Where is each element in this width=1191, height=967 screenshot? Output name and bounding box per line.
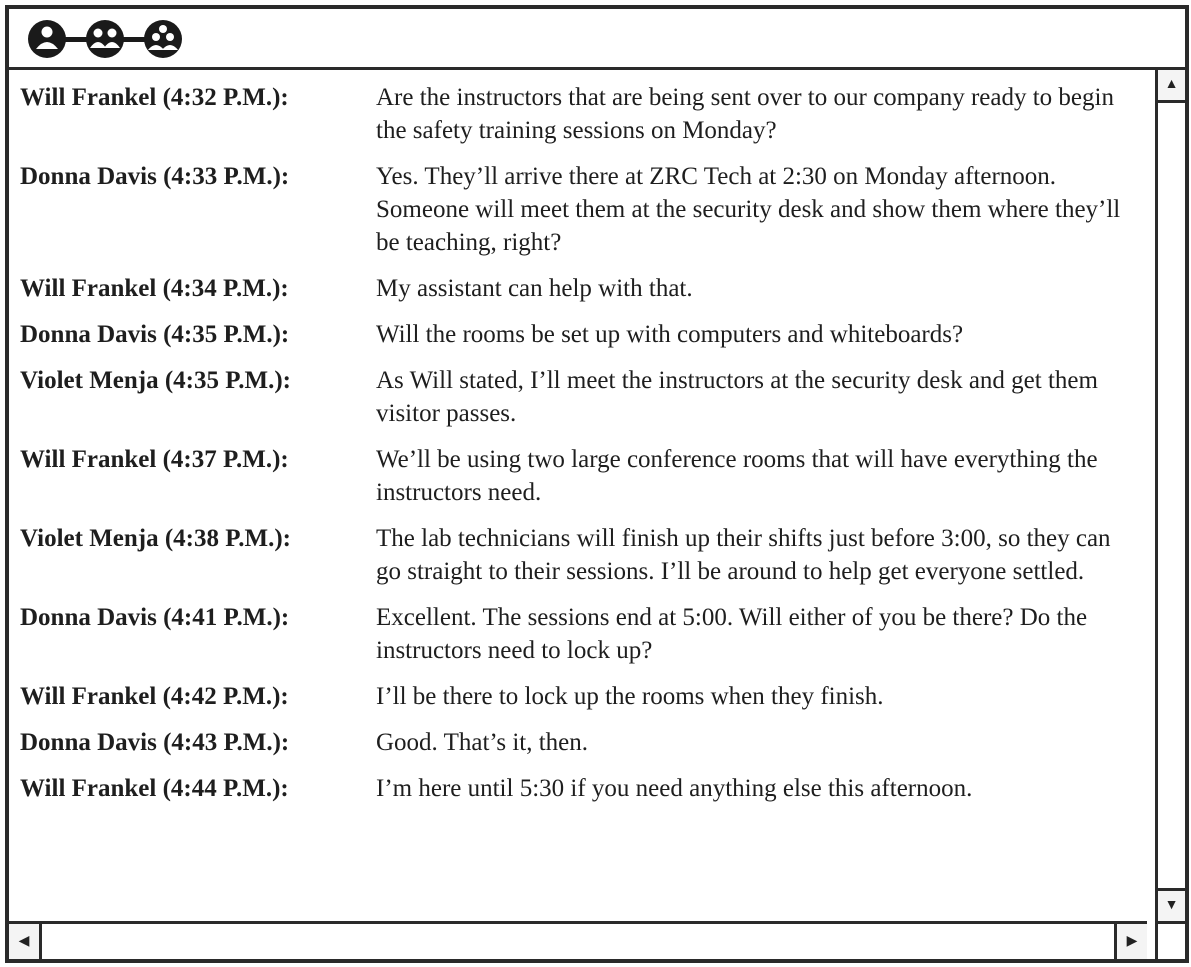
arrow-down-icon: ▼ [1164, 898, 1179, 913]
vertical-scrollbar[interactable] [1155, 70, 1185, 921]
scrollbar-corner [1155, 921, 1185, 959]
message-text: We’ll be using two large conference rooms that will have everything the instructors need. [376, 446, 1098, 506]
chat-message [9, 772, 1147, 805]
participants-icon[interactable] [27, 17, 197, 61]
chat-message [9, 272, 1147, 305]
message-text: As Will stated, I’ll meet the instructors at the security desk and get them visitor passes. [376, 367, 1098, 427]
message-text: My assistant can help with that. [376, 275, 693, 302]
message-sender: Will Frankel (4:42 P.M.): [20, 683, 289, 710]
chat-message [9, 364, 1147, 430]
message-text: Are the instructors that are being sent over to our company ready to begin the safety training sessions on Monday? [376, 84, 1114, 144]
chat-message [9, 601, 1147, 667]
message-text: Yes. They’ll arrive there at ZRC Tech at 2:30 on Monday afternoon. Someone will meet them at the security desk and show them where they’ll be teaching, right? [376, 163, 1121, 256]
message-sender: Donna Davis (4:41 P.M.): [20, 604, 290, 631]
message-sender: Will Frankel (4:37 P.M.): [20, 446, 289, 473]
message-text: I’ll be there to lock up the rooms when they finish. [376, 683, 884, 710]
scroll-left-button[interactable] [9, 924, 42, 959]
chat-message [9, 318, 1147, 351]
message-sender: Will Frankel (4:44 P.M.): [20, 775, 289, 802]
title-bar [9, 9, 1185, 70]
scroll-right-button[interactable] [1114, 924, 1147, 959]
scroll-down-button[interactable] [1158, 888, 1185, 921]
message-text: The lab technicians will finish up their shifts just before 3:00, so they can go straight to their sessions. I’ll be around to help get everyone settled. [376, 525, 1111, 585]
message-sender: Donna Davis (4:35 P.M.): [20, 321, 290, 348]
chat-message [9, 680, 1147, 713]
arrow-left-icon: ◀ [18, 934, 30, 949]
message-sender: Will Frankel (4:34 P.M.): [20, 275, 289, 302]
chat-message [9, 81, 1147, 147]
message-sender: Donna Davis (4:43 P.M.): [20, 729, 290, 756]
chat-transcript [9, 70, 1147, 921]
chat-message [9, 726, 1147, 759]
scroll-up-button[interactable] [1158, 70, 1185, 103]
message-text: Will the rooms be set up with computers and whiteboards? [376, 321, 964, 348]
chat-window [5, 5, 1189, 963]
message-text: Good. That’s it, then. [376, 729, 589, 756]
message-sender: Donna Davis (4:33 P.M.): [20, 163, 290, 190]
arrow-up-icon: ▲ [1164, 77, 1179, 92]
arrow-right-icon: ▶ [1126, 934, 1138, 949]
message-text: I’m here until 5:30 if you need anything else this afternoon. [376, 775, 973, 802]
message-sender: Violet Menja (4:35 P.M.): [20, 367, 291, 394]
horizontal-scrollbar[interactable] [9, 921, 1147, 959]
message-sender: Violet Menja (4:38 P.M.): [20, 525, 291, 552]
message-sender: Will Frankel (4:32 P.M.): [20, 84, 289, 111]
chat-message [9, 443, 1147, 509]
chat-message [9, 522, 1147, 588]
chat-message [9, 160, 1147, 259]
message-text: Excellent. The sessions end at 5:00. Will either of you be there? Do the instructors need to lock up? [376, 604, 1088, 664]
